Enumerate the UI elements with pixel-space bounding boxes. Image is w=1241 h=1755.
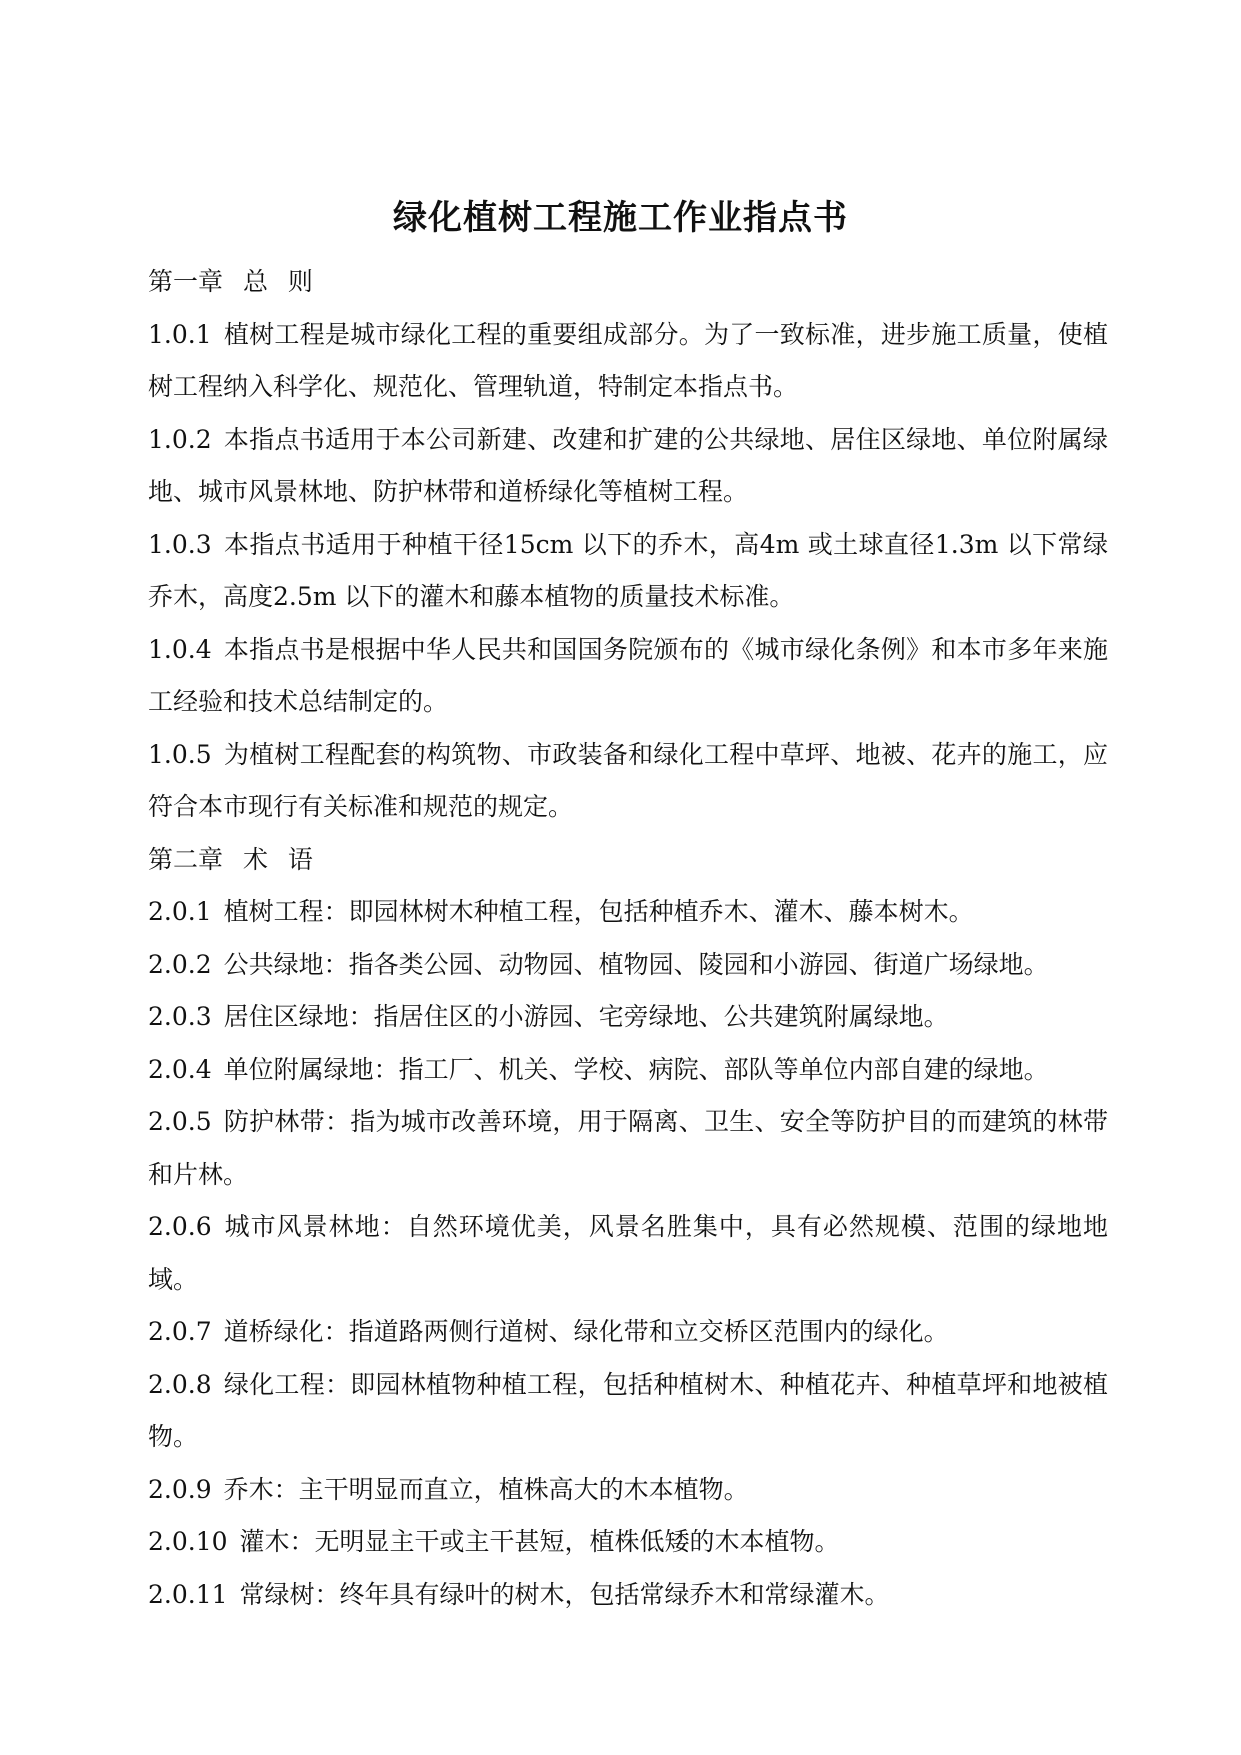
clause-text: 单位附属绿地：指工厂、机关、学校、病院、部队等单位内部自建的绿地。: [223, 1054, 1049, 1084]
clause-number: 2.0.9: [148, 1474, 212, 1504]
clause-number: 2.0.3: [148, 1002, 212, 1031]
clause-number: 2.0.11: [148, 1579, 228, 1609]
clause-text: 植树工程：即园林树木种植工程，包括种植乔木、灌木、藤本树木。: [223, 897, 974, 926]
clause-number: 2.0.6: [148, 1212, 212, 1241]
clause: [148, 1306, 1108, 1359]
clause-text: 本指点书适用于本公司新建、改建和扩建的公共绿地、居住区绿地、单位附属绿地、城市风景林地、防护林带和道桥绿化等植树工程。: [148, 424, 1108, 506]
chapter-heading: 第一章 总 则: [148, 267, 313, 296]
clause-text: 本指点书适用于种植干径15cm 以下的乔木，高4m 或土球直径1.3m 以下常绿乔木，高度2.5m 以下的灌木和藤本植物的质量技术标准。: [148, 529, 1108, 611]
clause: [148, 624, 1108, 729]
clause-number: 1.0.1: [148, 319, 212, 349]
clause: [148, 1359, 1108, 1464]
clause-text: 灌木：无明显主干或主干甚短，植株低矮的木本植物。: [239, 1527, 840, 1556]
clause-number: 2.0.1: [148, 897, 212, 926]
clause-text: 绿化工程：即园林植物种植工程，包括种植树木、种植花卉、种植草坪和地被植物。: [148, 1369, 1108, 1451]
clause: [148, 1201, 1108, 1306]
clause-number: 2.0.4: [148, 1054, 212, 1084]
document-title: 绿化植树工程施工作业指点书: [393, 198, 848, 238]
clause-text: 道桥绿化：指道路两侧行道树、绿化带和立交桥区范围内的绿化。: [223, 1317, 949, 1346]
document-body: [148, 256, 1108, 1621]
clause-text: 植树工程是城市绿化工程的重要组成部分。为了一致标准，进步施工质量，使植树工程纳入科学化、规范化、管理轨道，特制定本指点书。: [148, 319, 1108, 401]
clause: [148, 309, 1108, 414]
clause-number: 2.0.10: [148, 1527, 228, 1556]
clause-number: 2.0.5: [148, 1107, 212, 1136]
clause-text: 居住区绿地：指居住区的小游园、宅旁绿地、公共建筑附属绿地。: [223, 1002, 949, 1031]
clause: [148, 1464, 1108, 1517]
clause-text: 防护林带：指为城市改善环境，用于隔离、卫生、安全等防护目的而建筑的林带和片林。: [148, 1107, 1108, 1189]
clause-text: 常绿树：终年具有绿叶的树木，包括常绿乔木和常绿灌木。: [239, 1579, 890, 1609]
clause: [148, 1096, 1108, 1201]
clause-text: 公共绿地：指各类公园、动物园、植物园、陵园和小游园、街道广场绿地。: [223, 949, 1049, 979]
clause-text: 为植树工程配套的构筑物、市政装备和绿化工程中草坪、地被、花卉的施工，应符合本市现行有关标准和规范的规定。: [148, 739, 1108, 821]
clause: [148, 1569, 1108, 1622]
clause-number: 1.0.2: [148, 424, 212, 454]
clause-number: 2.0.7: [148, 1317, 212, 1346]
clause-text: 城市风景林地：自然环境优美，风景名胜集中，具有必然规模、范围的绿地地域。: [148, 1212, 1108, 1294]
clause-number: 2.0.2: [148, 949, 212, 979]
clause-text: 乔木：主干明显而直立，植株高大的木本植物。: [223, 1474, 749, 1504]
clause: [148, 519, 1108, 624]
clause: [148, 1516, 1108, 1569]
clause-number: 2.0.8: [148, 1369, 212, 1399]
clause: [148, 729, 1108, 834]
clause: [148, 991, 1108, 1044]
clause: [148, 886, 1108, 939]
clause: [148, 414, 1108, 519]
clause-number: 1.0.3: [148, 529, 212, 559]
clause-number: 1.0.4: [148, 634, 212, 664]
clause-text: 本指点书是根据中华人民共和国国务院颁布的《城市绿化条例》和本市多年来施工经验和技术总结制定的。: [148, 634, 1108, 716]
clause-number: 1.0.5: [148, 739, 212, 769]
clause: [148, 939, 1108, 992]
chapter-heading: 第二章 术 语: [148, 844, 313, 874]
clause: [148, 1044, 1108, 1097]
